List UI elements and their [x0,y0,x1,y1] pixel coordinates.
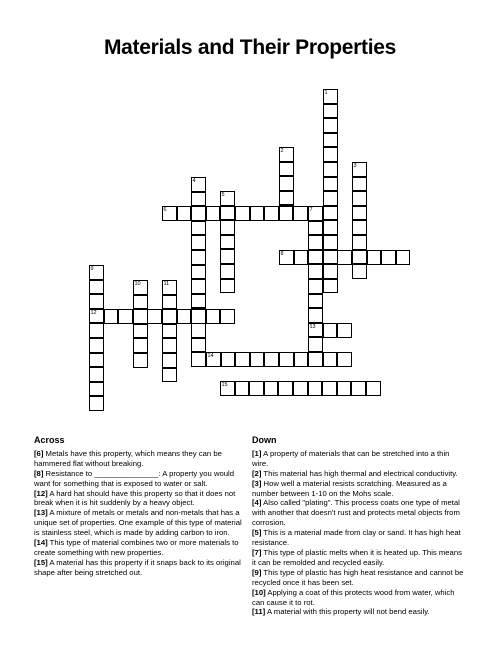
down-heading: Down [252,435,277,445]
cell-number: 2 [280,147,284,154]
grid-cell[interactable] [352,250,367,265]
grid-cell[interactable] [337,250,352,265]
grid-cell[interactable] [279,191,294,206]
grid-cell[interactable] [323,133,338,148]
down-clue [252,568,464,588]
grid-cell[interactable] [89,353,104,368]
puzzle-title: Materials and Their Properties [103,36,397,59]
grid-cell[interactable] [89,396,104,411]
clue-text: Applying a coat of this protects wood from water, which can cause it to rot. [252,587,455,607]
across-clue [34,508,246,538]
grid-cell[interactable] [337,381,352,396]
grid-cell[interactable] [104,309,119,324]
cell-number: 3 [353,162,357,169]
clue-number: [2] [252,468,262,478]
grid-cell[interactable] [337,323,352,338]
grid-cell[interactable] [323,250,338,265]
cell-number: 10 [134,280,141,287]
across-clue [34,558,246,578]
clue-text: A mixture of metals or metals and non-metals that has a unique set of properties. One example of this type of material is stainless steel, which is made by adding carbon to iron. [34,508,242,538]
clue-number: [4] [252,498,262,508]
grid-cell[interactable] [293,381,308,396]
clue-text: A hard hat should have this property so that it does not break when it is hit suddenly by a heavy object. [34,488,236,508]
grid-cell[interactable] [323,279,338,294]
grid-cell[interactable] [279,206,294,221]
grid-cell[interactable] [177,309,192,324]
clue-number: [9] [252,567,262,577]
grid-cell[interactable] [221,352,236,367]
grid-cell[interactable] [191,250,206,265]
across-clue [34,449,246,469]
grid-cell[interactable] [323,177,338,192]
grid-cell[interactable] [191,206,206,221]
grid-cell[interactable] [162,353,177,368]
grid-cell[interactable] [308,294,323,309]
down-clue [252,588,464,608]
grid-cell[interactable] [235,352,250,367]
clue-number: [5] [252,528,262,538]
grid-cell[interactable] [220,206,235,221]
grid-cell[interactable] [133,338,148,353]
grid-cell[interactable] [308,264,323,279]
grid-cell[interactable] [352,177,367,192]
grid-cell[interactable] [352,191,367,206]
grid-cell[interactable] [366,381,381,396]
clue-text: A material with this property will not bend easily. [265,607,430,617]
down-clue [252,548,464,568]
grid-cell[interactable] [279,176,294,191]
grid-cell[interactable] [381,250,396,265]
cell-number: 1 [324,89,328,96]
grid-cell[interactable] [308,352,323,367]
grid-cell[interactable] [191,221,206,236]
grid-cell[interactable] [89,338,104,353]
grid-cell[interactable] [323,104,338,119]
grid-cell[interactable] [308,308,323,323]
clue-text: A property of materials that can be stretched into a thin wire. [252,448,450,468]
grid-cell[interactable] [191,352,206,367]
grid-cell[interactable] [308,279,323,294]
cell-number: 13 [309,323,316,330]
down-clue [252,607,464,617]
grid-cell[interactable] [323,206,338,221]
clue-text: How well a material resists scratching. Measured as a number between 1-10 on the Mohs scale. [252,478,447,498]
down-clues [252,436,464,617]
clue-text: Resistance to _______________: A property you would want for something that is exposed to water or salt. [34,468,235,488]
clue-text: This type of material combines two or more materials to create something with new properties. [34,538,239,557]
grid-cell[interactable] [89,280,104,295]
grid-cell[interactable] [220,249,235,264]
grid-cell[interactable] [396,250,411,265]
grid-cell[interactable] [308,221,323,236]
down-clue [252,469,464,479]
grid-cell[interactable] [235,206,250,221]
grid-cell[interactable] [191,323,206,338]
grid-cell[interactable] [352,264,367,279]
grid-cell[interactable] [133,324,148,339]
grid-cell[interactable] [352,220,367,235]
grid-cell[interactable] [235,381,250,396]
grid-cell[interactable] [191,279,206,294]
grid-cell[interactable] [323,235,338,250]
clue-text: This type of plastic has high heat resistance and cannot be recycled once it has been set. [252,567,464,587]
cell-number: 14 [207,352,214,359]
grid-cell[interactable] [323,323,338,338]
cell-number: 12 [90,309,97,316]
clue-number: [15] [34,557,48,567]
grid-cell[interactable] [162,338,177,353]
grid-cell[interactable] [308,235,323,250]
grid-cell[interactable] [191,235,206,250]
across-clues [34,436,246,578]
grid-cell[interactable] [279,352,294,367]
grid-cell[interactable] [264,352,279,367]
clue-text: Metals have this property, which means they can be hammered flat without breaking. [34,448,222,468]
grid-cell[interactable] [177,206,192,221]
cell-number: 8 [280,250,284,257]
grid-cell[interactable] [322,381,337,396]
grid-cell[interactable] [308,337,323,352]
clue-number: [10] [252,587,266,597]
down-clue [252,528,464,548]
grid-cell[interactable] [323,162,338,177]
grid-cell[interactable] [118,309,133,324]
grid-cell[interactable] [294,250,309,265]
grid-cell[interactable] [294,352,309,367]
clue-text: A material has this property if it snaps back to its original shape after being stretched out. [34,557,241,577]
grid-cell[interactable] [308,381,323,396]
cell-number: 7 [309,206,313,213]
grid-cell[interactable] [220,235,235,250]
cell-number: 9 [90,265,94,272]
grid-cell[interactable] [264,381,279,396]
grid-cell[interactable] [133,309,148,324]
clue-number: [14] [34,538,48,548]
grid-cell[interactable] [162,368,177,383]
clue-number: [1] [252,448,262,458]
grid-cell[interactable] [337,352,352,367]
grid-cell[interactable] [308,250,323,265]
across-clue [34,538,246,558]
grid-cell[interactable] [206,309,221,324]
grid-cell[interactable] [220,279,235,294]
across-heading: Across [34,435,65,445]
grid-cell[interactable] [89,294,104,309]
grid-cell[interactable] [249,381,264,396]
grid-cell[interactable] [367,250,382,265]
clue-number: [11] [252,607,266,617]
grid-cell[interactable] [352,206,367,221]
grid-cell[interactable] [220,220,235,235]
grid-cell[interactable] [191,294,206,309]
across-clue [34,469,246,489]
grid-cell[interactable] [191,309,206,324]
grid-cell[interactable] [264,206,279,221]
grid-cell[interactable] [89,367,104,382]
grid-cell[interactable] [323,352,338,367]
cell-number: 6 [163,206,167,213]
grid-cell[interactable] [220,264,235,279]
clue-number: [13] [34,508,48,518]
grid-cell[interactable] [133,353,148,368]
grid-cell[interactable] [147,309,162,324]
grid-cell[interactable] [162,295,177,310]
cell-number: 4 [192,177,196,184]
grid-cell[interactable] [162,309,177,324]
down-clue [252,498,464,528]
grid-cell[interactable] [250,206,265,221]
cell-number: 5 [221,191,225,198]
clue-number: [6] [34,448,44,458]
grid-cell[interactable] [352,235,367,250]
cell-number: 15 [221,381,228,388]
grid-cell[interactable] [191,192,206,207]
grid-cell[interactable] [323,191,338,206]
grid-cell[interactable] [351,381,366,396]
grid-cell[interactable] [279,162,294,177]
clue-number: [12] [34,488,48,498]
clue-number: [8] [34,468,44,478]
grid-cell[interactable] [323,118,338,133]
cell-number: 11 [163,280,170,287]
grid-cell[interactable] [191,338,206,353]
grid-cell[interactable] [323,264,338,279]
grid-cell[interactable] [220,309,235,324]
clue-text: Also called "plating". This process coats one type of metal with another that doesn't rust and protects metal objects from corrosion. [252,498,460,528]
grid-cell[interactable] [323,220,338,235]
grid-cell[interactable] [133,295,148,310]
grid-cell[interactable] [162,324,177,339]
grid-cell[interactable] [191,265,206,280]
grid-cell[interactable] [89,382,104,397]
grid-cell[interactable] [89,323,104,338]
grid-cell[interactable] [278,381,293,396]
across-clue [34,489,246,509]
clue-number: [7] [252,547,262,557]
grid-cell[interactable] [293,206,308,221]
grid-cell[interactable] [206,206,221,221]
down-clue [252,479,464,499]
grid-cell[interactable] [323,147,338,162]
clue-text: This material has high thermal and electrical conductivity. [261,468,458,478]
clue-number: [3] [252,478,262,488]
down-clue [252,449,464,469]
grid-cell[interactable] [250,352,265,367]
clue-text: This type of plastic melts when it is heated up. This means it can be remolded and recycled easily. [252,547,462,567]
clue-text: This is a material made from clay or sand. It has high heat resistance. [252,528,461,548]
